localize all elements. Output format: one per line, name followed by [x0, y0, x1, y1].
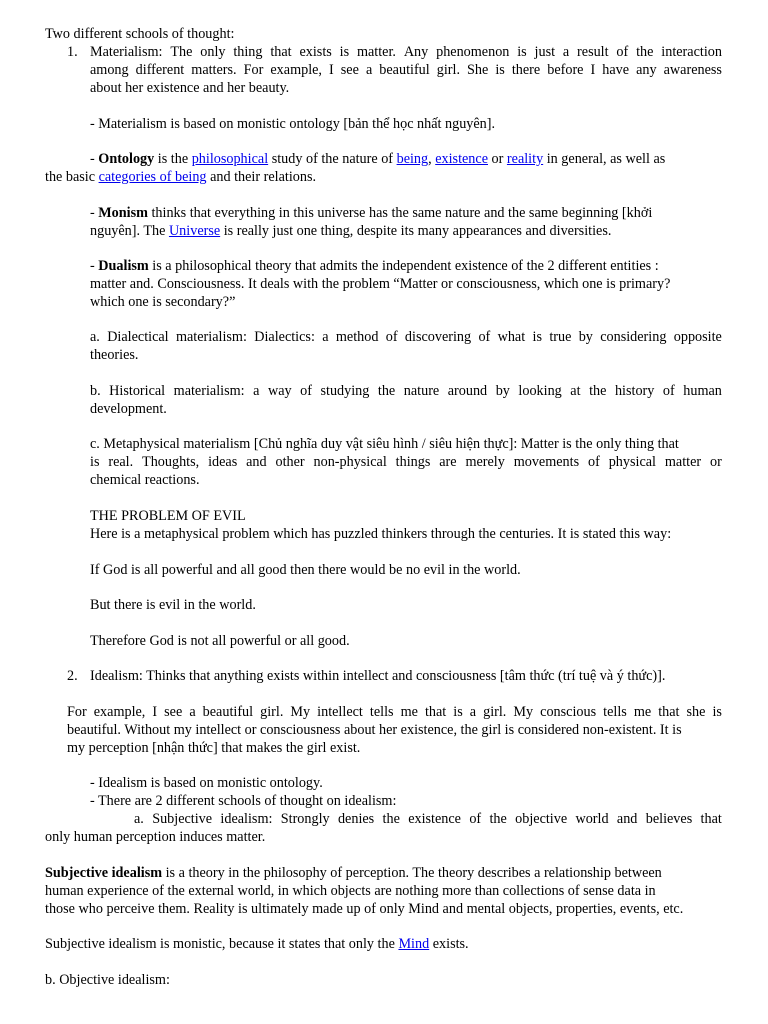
word: see [164, 704, 183, 720]
word: is [517, 44, 527, 60]
word: opposite [673, 329, 722, 345]
heading: Two different schools of thought: [45, 26, 235, 42]
word: phenomenon [436, 44, 510, 60]
list-number: 2. [67, 668, 78, 684]
word: My [513, 704, 534, 720]
dualism-line-3: which one is secondary?” [90, 294, 236, 310]
word: and [616, 811, 638, 827]
word: The [170, 44, 193, 60]
evil-intro: Here is a metaphysical problem which has puzzled thinkers through the centuries. It is stated this way: [90, 526, 672, 542]
word: matter [664, 454, 702, 470]
text: thinks that everything in this universe has the same nature and the same beginning [khởi [147, 205, 653, 221]
word: the [589, 383, 607, 399]
word: what [497, 329, 526, 345]
word: example, [93, 704, 146, 720]
word: believes [645, 811, 693, 827]
word: is [453, 704, 463, 720]
materialism-line-2 [90, 61, 722, 79]
word: girl. [260, 704, 284, 720]
link-existence[interactable]: existence [435, 151, 488, 167]
word: matter. [356, 44, 396, 60]
idealism-definition: Idealism: Thinks that anything exists within intellect and consciousness [tâm thức (trí tuệ và ý thức)]. [90, 668, 666, 684]
word: considering [600, 329, 667, 345]
idealism-monistic: - Idealism is based on monistic ontology. [90, 775, 323, 791]
word: Dialectics: [254, 329, 315, 345]
word: movements [513, 454, 580, 470]
subjective-def-line-2: human experience of the external world, in which objects are nothing more than collections of sense data in [45, 883, 656, 899]
word: For [67, 704, 87, 720]
word: Historical [109, 383, 166, 399]
text: and their relations. [206, 169, 317, 185]
word: physical [608, 454, 656, 470]
word: of [469, 811, 482, 827]
example-line-1 [67, 703, 722, 721]
word: world [575, 811, 609, 827]
word: that [700, 811, 722, 827]
word: merely [465, 454, 505, 470]
word: is [339, 44, 350, 60]
word: way [267, 383, 292, 399]
word: have [602, 62, 630, 78]
subjective-term: Subjective idealism [45, 865, 163, 881]
word: conscious [540, 704, 597, 720]
word: is [712, 704, 722, 720]
word: materialism: [173, 383, 245, 399]
word: Materialism: [90, 44, 163, 60]
word: a [253, 383, 260, 399]
word: the [636, 44, 654, 60]
idealism-schools: - There are 2 different schools of thought on idealism: [90, 793, 397, 809]
word: looking [518, 383, 562, 399]
word: other [275, 454, 305, 470]
word: studying [320, 383, 370, 399]
dialectical-line-2: theories. [90, 347, 139, 363]
word: girl. [436, 62, 460, 78]
evil-premise-1: If God is all powerful and all good then there would be no evil in the world. [90, 562, 521, 578]
word: she [686, 704, 706, 720]
word: any [636, 62, 657, 78]
dash: - [90, 151, 99, 167]
dash: - [90, 258, 99, 274]
word: are [439, 454, 457, 470]
word: non-physical [313, 454, 387, 470]
metaphysical-line-3: chemical reactions. [90, 472, 200, 488]
word: that [424, 704, 447, 720]
word: nature [403, 383, 440, 399]
word: and [246, 454, 267, 470]
metaphysical-line-1: c. Metaphysical materialism [Chủ nghĩa duy vật siêu hình / siêu hiện thực]: Matter is the only thing that [90, 436, 679, 452]
link-categories-of-being[interactable]: categories of being [98, 169, 207, 185]
word: only [200, 44, 226, 60]
monism-line-2 [90, 222, 611, 240]
word: of [478, 329, 491, 345]
list-number: 1. [67, 44, 78, 60]
materialism-monistic: - Materialism is based on monistic ontology [bản thể học nhất nguyên]. [90, 116, 496, 132]
word: I [329, 62, 334, 78]
word: Strongly [280, 811, 330, 827]
word: a [365, 62, 373, 78]
word: a [469, 704, 477, 720]
evil-title: THE PROBLEM OF EVIL [90, 508, 246, 524]
word: Subjective [152, 811, 213, 827]
word: She [467, 62, 489, 78]
subjective-a-line-1 [134, 810, 722, 828]
word: materialism: [175, 329, 247, 345]
word: see [340, 62, 359, 78]
word: at [570, 383, 581, 399]
link-being[interactable]: being [396, 151, 429, 167]
word: matters. [191, 62, 237, 78]
word: there [511, 62, 541, 78]
word: intellect [317, 704, 363, 720]
word: the [489, 811, 507, 827]
dualism-term: Dualism [98, 258, 149, 274]
subjective-def-line-3: those who perceive them. Reality is ultimately made up of only Mind and mental objects, properties, events, etc. [45, 901, 684, 917]
word: true [549, 329, 572, 345]
monism-term: Monism [98, 205, 148, 221]
word: by [495, 383, 510, 399]
subjective-monistic [45, 935, 469, 953]
ontology-term: Ontology [98, 151, 155, 167]
word: a [562, 44, 570, 60]
word: me [633, 704, 652, 720]
ontology-line-2 [45, 168, 316, 186]
word: idealism: [220, 811, 273, 827]
word: a [189, 704, 196, 720]
metaphysical-line-2 [90, 453, 722, 471]
text: Subjective idealism is monistic, because it states that only the [45, 936, 399, 952]
word: me [400, 704, 418, 720]
text: is a philosophical theory that admits the independent existence of the 2 different entities : [148, 258, 659, 274]
word: exists [299, 44, 332, 60]
word: a. [134, 811, 144, 827]
word: interaction [661, 44, 722, 60]
word: a. [90, 329, 100, 345]
dash: - [90, 205, 99, 221]
text: nguyên]. The [90, 223, 169, 239]
text: or [488, 151, 507, 167]
word: Thoughts, [142, 454, 200, 470]
word: denies [337, 811, 375, 827]
text: is really just one thing, despite its many appearances and diversities. [220, 223, 612, 239]
materialism-line-3: about her existence and her beauty. [90, 80, 290, 96]
ontology-line-1 [90, 150, 722, 168]
word: For [243, 62, 264, 78]
word: the [382, 811, 400, 827]
word: different [135, 62, 185, 78]
word: girl. [483, 704, 507, 720]
evil-premise-2: But there is evil in the world. [90, 597, 256, 613]
word: that [658, 704, 680, 720]
word: is [532, 329, 542, 345]
word: ideas [208, 454, 238, 470]
word: human [683, 383, 722, 399]
word: history [614, 383, 655, 399]
word: of [300, 383, 312, 399]
word: result [577, 44, 609, 60]
link-reality[interactable]: reality [506, 151, 544, 167]
link-universe[interactable]: Universe [168, 223, 221, 239]
word: before [547, 62, 584, 78]
word: thing [233, 44, 263, 60]
word: of [662, 383, 675, 399]
link-mind[interactable]: Mind [398, 936, 430, 952]
word: of [616, 44, 629, 60]
word: objective [515, 811, 568, 827]
historical-line-1 [90, 382, 722, 400]
text: study of the nature of [268, 151, 397, 167]
word: just [534, 44, 556, 60]
subjective-a-line-2: only human perception induces matter. [45, 829, 266, 845]
text: the basic [45, 169, 99, 185]
word: or [709, 454, 722, 470]
objective-idealism-heading: b. Objective idealism: [45, 972, 170, 988]
text: , [428, 151, 436, 167]
word: by [578, 329, 593, 345]
word: beautiful [202, 704, 254, 720]
word: is [495, 62, 505, 78]
evil-conclusion: Therefore God is not all powerful or all good. [90, 633, 350, 649]
word: real. [108, 454, 134, 470]
text: is a theory in the philosophy of perception. The theory describes a relationship between [162, 865, 662, 881]
word: I [152, 704, 158, 720]
word: tells [603, 704, 627, 720]
word: My [290, 704, 311, 720]
text: in general, as well as [543, 151, 666, 167]
word: method [335, 329, 379, 345]
word: among [90, 62, 129, 78]
word: tells [369, 704, 394, 720]
text: exists. [429, 936, 469, 952]
subjective-def-line-1 [45, 864, 662, 882]
word: existence [408, 811, 461, 827]
word: beautiful [379, 62, 430, 78]
word: I [590, 62, 596, 78]
example-line-3: my perception [nhận thức] that makes the girl exist. [67, 740, 361, 756]
word: that [270, 44, 292, 60]
historical-line-2: development. [90, 401, 167, 417]
link-philosophical[interactable]: philosophical [191, 151, 269, 167]
word: discovering [404, 329, 472, 345]
word: Dialectical [107, 329, 169, 345]
word: of [588, 454, 600, 470]
word: awareness [663, 62, 722, 78]
text: is the [154, 151, 192, 167]
word: example, [270, 62, 322, 78]
word: around [447, 383, 488, 399]
dualism-line-2: matter and. Consciousness. It deals with the problem “Matter or consciousness, which one is primary? [90, 276, 671, 292]
word: b. [90, 383, 101, 399]
word: a [322, 329, 329, 345]
word: the [377, 383, 396, 399]
example-line-2: beautiful. Without my intellect or consciousness about her existence, the girl is considered non-existent. It is [67, 722, 682, 738]
word: of [385, 329, 398, 345]
materialism-line-1 [90, 43, 722, 61]
monism-line-1 [90, 204, 722, 222]
dualism-line-1 [90, 257, 659, 275]
dialectical-line-1 [90, 328, 722, 346]
word: things [395, 454, 431, 470]
word: is [90, 454, 100, 470]
word: Any [403, 44, 429, 60]
